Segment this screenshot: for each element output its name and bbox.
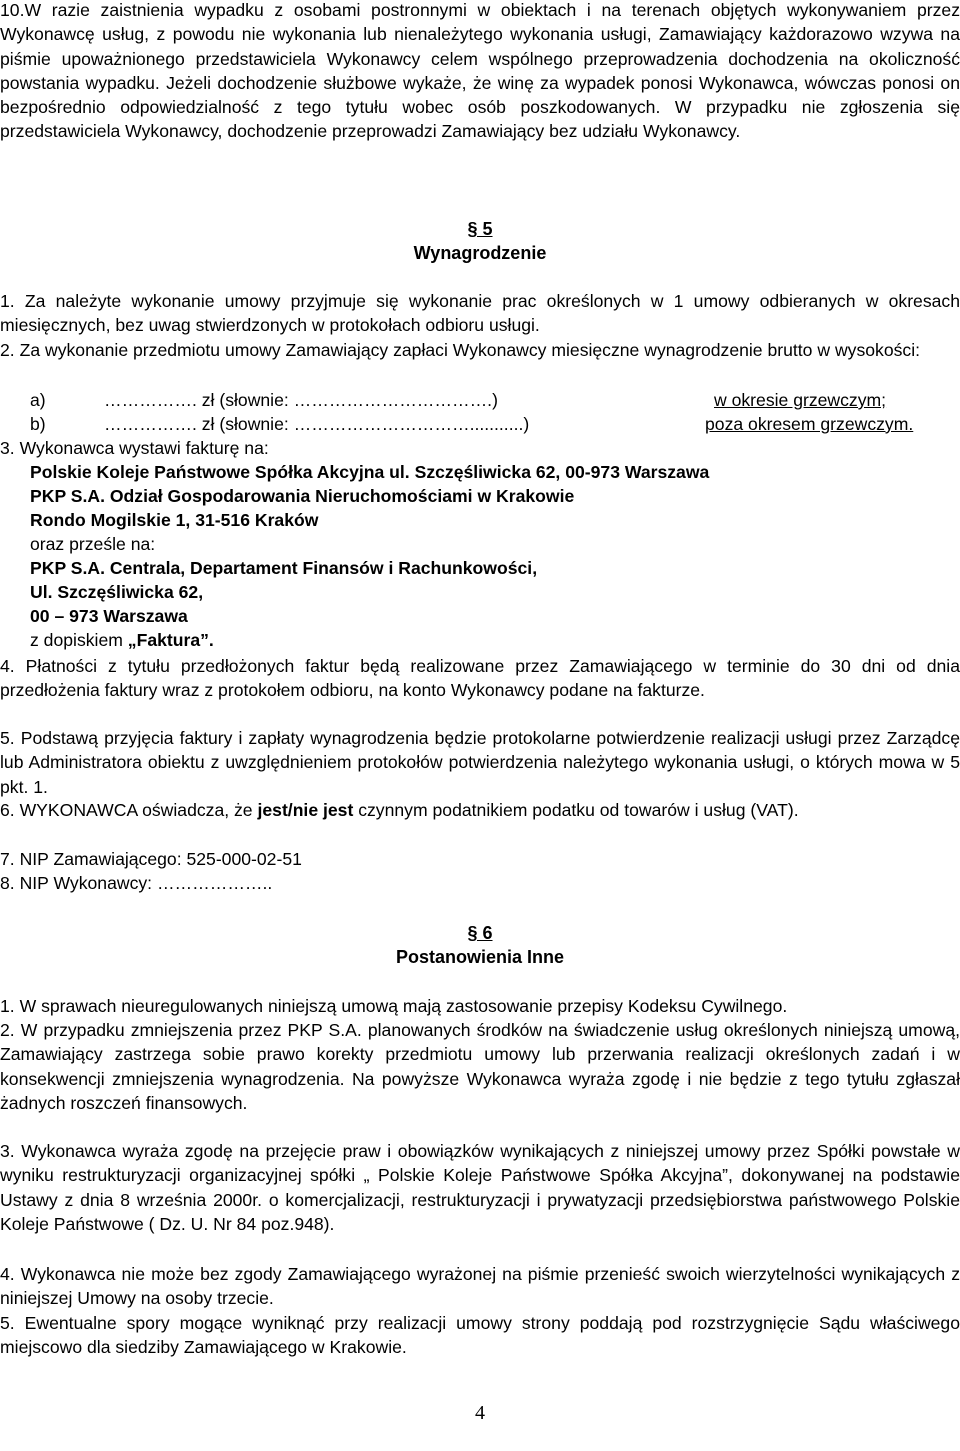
s5-paragraph-8: 8. NIP Wykonawcy: ……………….. xyxy=(0,873,273,893)
s5-paragraph-2: 2. Za wykonanie przedmiotu umowy Zamawiający zapłaci Wykonawcy miesięczne wynagrodzenie brutto w wysokości: xyxy=(0,340,920,360)
s5-paragraph-3: 3. Wykonawca wystawi fakturę na: xyxy=(0,438,269,458)
section-5-title: Wynagrodzenie xyxy=(413,243,547,263)
rate-b-label: b) xyxy=(30,414,46,434)
s6-paragraph-1: 1. W sprawach nieuregulowanych niniejszą umową mają zastosowanie przepisy Kodeksu Cywilnego. xyxy=(0,996,788,1016)
send-to-label: oraz prześle na: xyxy=(30,534,156,554)
rate-a-period: w okresie grzewczym; xyxy=(714,390,887,410)
send-address-2: Ul. Szczęśliwicka 62, xyxy=(30,582,204,602)
s5-paragraph-6: 6. WYKONAWCA oświadcza, że jest/nie jest czynnym podatnikiem podatku od towarów i usług (VAT). xyxy=(0,800,799,820)
section-6-title: Postanowienia Inne xyxy=(395,947,565,967)
rate-a-label: a) xyxy=(30,390,46,410)
s5-paragraph-4: 4. Płatności z tytułu przedłożonych faktur będą realizowane przez Zamawiającego w terminie do 30 dni od dnia przedłożenia faktury wraz z protokołem odbioru, na konto Wykonawcy podane na fakturze. xyxy=(0,656,960,701)
invoice-address-1: Polskie Koleje Państwowe Spółka Akcyjna ul. Szczęśliwicka 62, 00-973 Warszawa xyxy=(30,462,710,482)
s6-paragraph-5: 5. Ewentualne spory mogące wyniknąć przy realizacji umowy strony poddają pod rozstrzygnięcie Sądu właściwego miejscowo dla siedziby Zamawiającego w Krakowie. xyxy=(0,1313,960,1358)
paragraph-number: 10. xyxy=(0,0,25,20)
section-6-number: § 6 xyxy=(467,923,493,943)
paragraph-10 xyxy=(0,0,960,144)
s5-paragraph-5: 5. Podstawą przyjęcia faktury i zapłaty wynagrodzenia będzie protokolarne potwierdzenie realizacji usługi przez Zarządcę lub Administratora obiektu z uwzględnieniem protokołów potwierdzenia należytego wykonania usługi, o których mowa w 5 pkt. 1. xyxy=(0,728,960,797)
invoice-note: z dopiskiem „Faktura”. xyxy=(30,630,214,650)
paragraph-text: W razie zaistnienia wypadku z osobami postronnymi w obiektach i na terenach objętych wykonywaniem przez Wykonawcę usług, z powodu nie wykonania lub nienależytego wykonania usługi, Zamawiający każdorazowo wzywa na piśmie upoważnionego przedstawiciela Wykonawcy celem wspólnego przeprowadzenia dochodzenia na okoliczność powstania wypadku. Jeżeli dochodzenie służbowe wykaże, że winę za wypadek ponosi Wykonawca, wówczas ponosi on bezpośrednio odpowiedzialność z tego tytułu wobec osób poszkodowanych. W przypadku nie zgłoszenia się przedstawiciela Wykonawcy, dochodzenie przeprowadzi Zamawiający bez udziału Wykonawcy. xyxy=(0,0,960,142)
page-number: 4 xyxy=(475,1402,485,1424)
section-5-number: § 5 xyxy=(467,219,493,239)
send-address-1: PKP S.A. Centrala, Departament Finansów i Rachunkowości, xyxy=(30,558,538,578)
invoice-address-2: PKP S.A. Odział Gospodarowania Nieruchomościami w Krakowie xyxy=(30,486,575,506)
s5-paragraph-1: 1. Za należyte wykonanie umowy przyjmuje się wykonanie prac określonych w 1 umowy odbieranych w okresach miesięcznych, bez uwag stwierdzonych w protokołach odbioru usługi. xyxy=(0,291,960,336)
s5-paragraph-7: 7. NIP Zamawiającego: 525-000-02-51 xyxy=(0,849,302,869)
rate-a-amount: ……………. zł (słownie: …………………………….) xyxy=(104,390,498,410)
rate-b-amount: ……………. zł (słownie: …………………………...........) xyxy=(104,414,530,434)
s6-paragraph-3: 3. Wykonawca wyraża zgodę na przejęcie praw i obowiązków wynikających z niniejszej umowy przez Spółki powstałe w wyniku restrukturyzacji organizacyjnej spółki „ Polskie Koleje Państwowe Spółka Akcyjna”, dokonywanej na podstawie Ustawy z dnia 8 września 2000r. o komercjalizacji, restrukturyzacji i prywatyzacji przedsiębiorstwa państwowego Polskie Koleje Państwowe ( Dz. U. Nr 84 poz.948). xyxy=(0,1141,960,1234)
send-address-3: 00 – 973 Warszawa xyxy=(30,606,188,626)
s6-paragraph-4: 4. Wykonawca nie może bez zgody Zamawiającego wyrażonej na piśmie przenieść swoich wierzytelności wynikających z niniejszej Umowy na osoby trzecie. xyxy=(0,1264,960,1309)
s6-paragraph-2: 2. W przypadku zmniejszenia przez PKP S.A. planowanych środków na świadczenie usług określonych niniejszą umową, Zamawiający zastrzega sobie prawo korekty przedmiotu umowy lub przerwania realizacji określonych zadań i w konsekwencji zmniejszenia wynagrodzenia. Na powyższe Wykonawca wyraża zgodę i nie będzie z tego tytułu zgłaszał żadnych roszczeń finansowych. xyxy=(0,1020,960,1113)
rate-b-period: poza okresem grzewczym. xyxy=(705,414,914,434)
invoice-address-3: Rondo Mogilskie 1, 31-516 Kraków xyxy=(30,510,319,530)
